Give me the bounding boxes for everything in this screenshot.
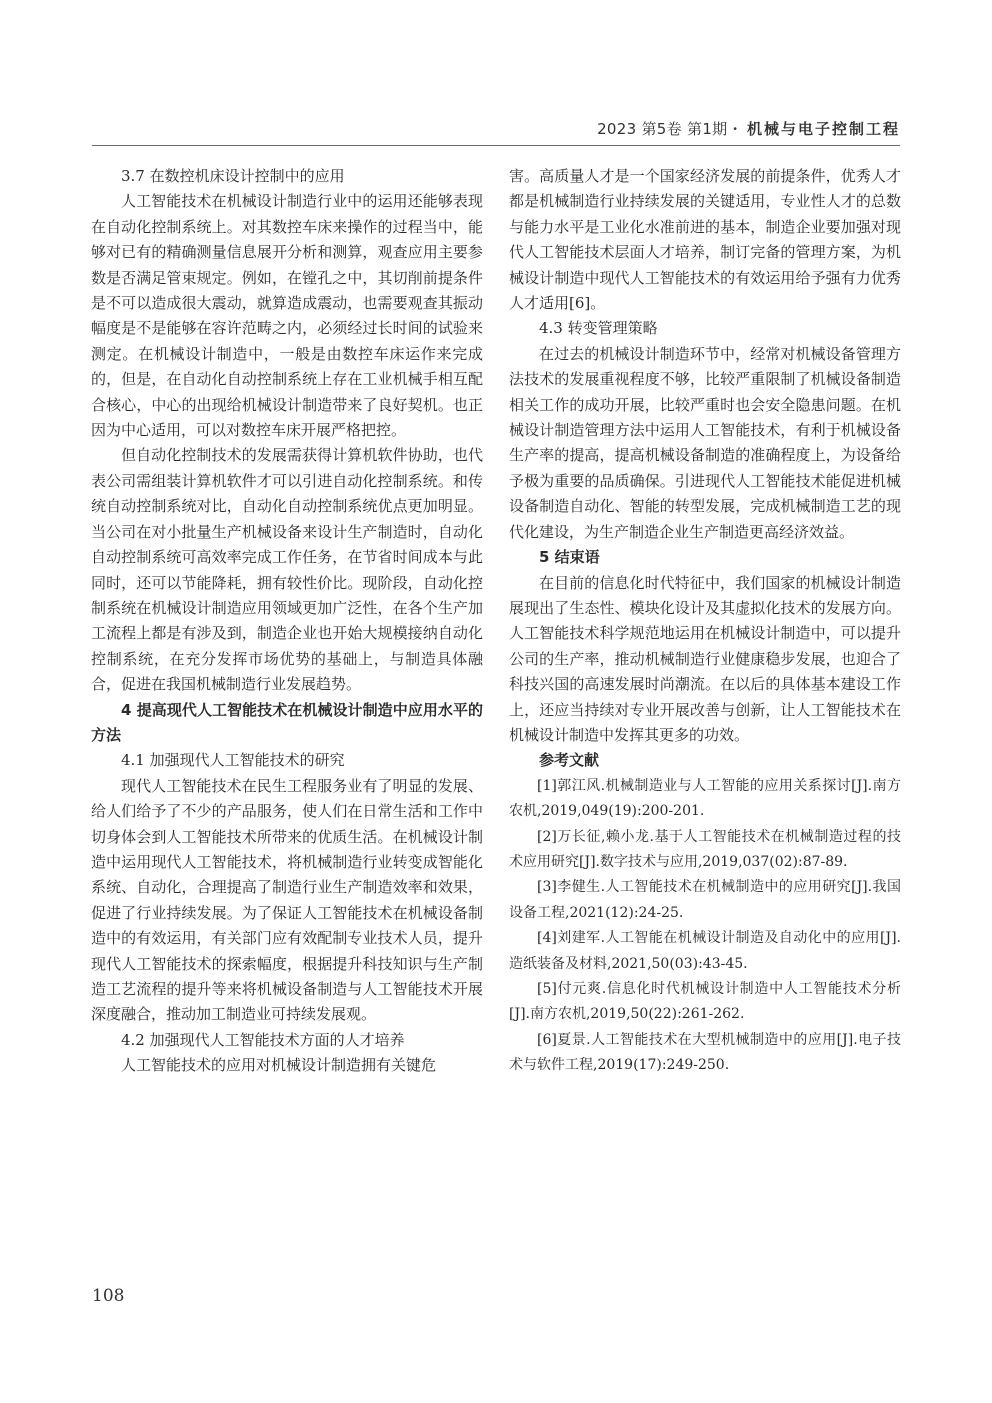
reference-item: [2]万长征,赖小龙.基于人工智能技术在机械制造过程的技术应用研究[J].数字技术与应用,2019,037(02):87-89. — [509, 828, 901, 870]
subsection-heading: 3.7 在数控机床设计控制中的应用 — [121, 167, 345, 185]
body-paragraph: 人工智能技术的应用对机械设计制造拥有关键危 — [121, 1056, 437, 1075]
left-column — [91, 164, 483, 1079]
page-number: 108 — [92, 1286, 125, 1306]
subsection-heading: 4.3 转变管理策略 — [539, 319, 658, 338]
reference-item: [5]付元爽.信息化时代机械设计制造中人工智能技术分析[J].南方农机,2019,50(22):261-262. — [509, 981, 901, 1023]
journal-issue — [597, 118, 900, 139]
reference-item: [6]夏景.人工智能技术在大型机械制造中的应用[J].电子技术与软件工程,2019(17):249-250. — [509, 1031, 901, 1074]
section-heading: 5 结束语 — [539, 548, 600, 567]
journal-name: · 机械与电子控制工程 — [732, 120, 900, 138]
reference-item: [3]李健生.人工智能技术在机械制造中的应用研究[J].我国设备工程,2021(12):24-25. — [509, 879, 901, 921]
body-paragraph: 但自动化控制技术的发展需获得计算机软件协助，也代表公司需组装计算机软件才可以引进自动化控制系统。和传统自动控制系统对比，自动化自动控制系统优点更加明显。当公司在对小批量生产机械设备来设计生产制造时，自动化自动控制系统可高效率完成工作任务，在节省时间成本与此同时，还可以节能降耗，拥有较性价比。现阶段，自动化控制系统在机械设计制造应用领域更加广泛性，在各个生产加工流程上都是有涉及到，制造企业也开始大规模接纳自动化控制系统，在充分发挥市场优势的基础上，与制造具体融合，促进在我国机械制造行业发展趋势。 — [91, 446, 483, 694]
reference-item: [4]刘建军.人工智能在机械设计制造及自动化中的应用[J].造纸装备及材料,2021,50(03):43-45. — [509, 930, 901, 972]
body-paragraph: 现代人工智能技术在民生工程服务业有了明显的发展、给人们给予了不少的产品服务，使人们在日常生活和工作中切身体会到人工智能技术所带来的优质生活。在机械设计制造中运用现代人工智能技术，将机械制造行业转变成智能化系统、自动化，合理提高了制造行业生产制造效率和效果，促进了行业持续发展。为了保证人工智能技术在机械设备制造中的有效运用，有关部门应有效配制专业技术人员，提升现代人工智能技术的探索幅度，根据提升科技知识与生产制造工艺流程的提升等来将机械设备制造与人工智能技术开展深度融合，推动加工制造业可持续发展观。 — [91, 776, 483, 1024]
section-heading: 4 提高现代人工智能技术在机械设计制造中应用水平的方法 — [91, 700, 483, 744]
body-paragraph: 人工智能技术在机械设计制造行业中的运用还能够表现在自动化控制系统上。对其数控车床来操作的过程当中，能够对已有的精确测量信息展开分析和测算，观查应用主要参数是否满足管束规定。例如，在镗孔之中，其切削前提条件是不可以造成很大震动，就算造成震动，也需要观查其振动幅度是不是能够在容许范畴之内，必须经过长时间的试验来测定。在机械设计制造中，一般是由数控车床运作来完成的，但是，在自动化自动控制系统上存在工业机械手相互配合核心，中心的出现给机械设计制造带来了良好契机。也正因为中心适用，可以对数控车床开展严格把控。 — [91, 192, 483, 440]
issue-info: 2023 第5卷 第1期 — [597, 120, 728, 138]
subsection-heading: 4.2 加强现代人工智能技术方面的人才培养 — [121, 1030, 405, 1049]
running-header — [92, 118, 900, 146]
body-paragraph: 害。高质量人才是一个国家经济发展的前提条件，优秀人才都是机械制造行业持续发展的关键适用，专业性人才的总数与能力水平是工业化水准前进的基本，制造企业要加强对现代人工智能技术层面人才培养，制订完备的管理方案，为机械设计制造中现代人工智能技术的有效运用给予强有力优秀人才适用[6]。 — [509, 167, 901, 313]
reference-item: [1]郭江风.机械制造业与人工智能的应用关系探讨[J].南方农机,2019,049(19):200-201. — [509, 777, 901, 820]
right-column — [509, 164, 901, 1079]
subsection-heading: 4.1 加强现代人工智能技术的研究 — [121, 751, 345, 770]
body-paragraph: 在目前的信息化时代特征中，我们国家的机械设计制造展现出了生态性、模块化设计及其虚拟化技术的发展方向。人工智能技术科学规范地运用在机械设计制造中，可以提升公司的生产率，推动机械制造行业健康稳步发展，也迎合了科技兴国的高速发展时尚潮流。在以后的具体基本建设工作上，还应当持续对专业开展改善与创新，让人工智能技术在机械设计制造中发挥其更多的功效。 — [509, 573, 901, 744]
body-paragraph: 在过去的机械设计制造环节中，经常对机械设备管理方法技术的发展重视程度不够，比较严重限制了机械设备制造相关工作的成功开展，比较严重时也会安全隐患问题。在机械设计制造管理方法中运用人工智能技术，有利于机械设备生产率的提高，提高机械设备制造的准确程度上，为设备给予极为重要的品质确保。引进现代人工智能技术能促进机械设备制造自动化、智能的转型发展，完成机械制造工艺的现代化建设，为生产制造企业生产制造更高经济效益。 — [509, 344, 901, 541]
references-heading: 参考文献 — [539, 751, 600, 770]
